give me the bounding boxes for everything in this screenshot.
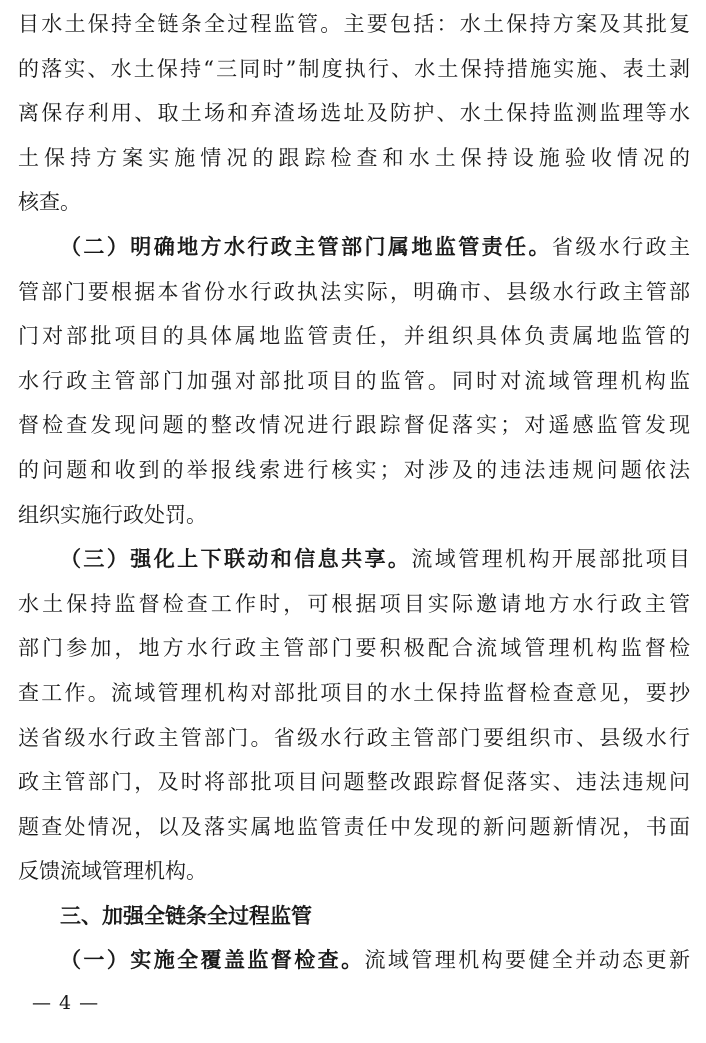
text-line: 管部门要根据本省份水行政执法实际，明确市、县级水行政主管部 xyxy=(18,279,690,304)
text-line: 的落实、水土保持“三同时”制度执行、水土保持措施实施、表土剥 xyxy=(18,56,690,81)
text-run: 流域管理机构要健全并动态更新 xyxy=(364,948,690,973)
text-line: 离保存利用、取土场和弃渣场选址及防护、水土保持监测监理等水 xyxy=(18,101,690,126)
paragraph-3 xyxy=(18,537,690,894)
text-line: 查工作。流域管理机构对部批项目的水土保持监督检查意见，要抄 xyxy=(18,680,690,705)
paragraph-first-line xyxy=(18,537,690,582)
paragraph-lead-heading: （一）实施全覆盖监督检查。 xyxy=(60,948,365,973)
paragraph-lead-heading: （二）明确地方水行政主管部门属地监管责任。 xyxy=(60,234,552,259)
paragraph-1 xyxy=(18,2,690,225)
text-line: 目水土保持全链条全过程监管。主要包括：水土保持方案及其批复 xyxy=(18,12,690,36)
text-line: 核查。 xyxy=(18,190,81,215)
text-line: 题查处情况，以及落实属地监管责任中发现的新问题新情况，书面 xyxy=(18,814,690,839)
text-line: 组织实施行政处罚。 xyxy=(18,502,207,527)
text-line: 水行政主管部门加强对部批项目的监管。同时对流域管理机构监 xyxy=(18,368,690,393)
text-line: 的问题和收到的举报线索进行核实；对涉及的违法违规问题依法 xyxy=(18,457,690,482)
paragraph-first-line xyxy=(18,225,690,270)
text-run: 省级水行政主 xyxy=(551,234,690,259)
text-run: 流域管理机构开展部批项目 xyxy=(411,547,690,572)
page-number: — 4 — xyxy=(32,992,100,1014)
text-line: 门对部批项目的具体属地监管责任，并组织具体负责属地监管的 xyxy=(18,324,690,349)
section-heading: 三、加强全链条全过程监管 xyxy=(60,903,312,928)
paragraph-first-line xyxy=(18,938,690,983)
paragraph-lead-heading: （三）强化上下联动和信息共享。 xyxy=(60,547,412,572)
paragraph-4 xyxy=(18,938,690,983)
text-line: 政主管部门，及时将部批项目问题整改跟踪督促落实、违法违规问 xyxy=(18,770,690,795)
text-line: 部门参加，地方水行政主管部门要积极配合流域管理机构监督检 xyxy=(18,636,690,661)
text-line: 送省级水行政主管部门。省级水行政主管部门要组织市、县级水行 xyxy=(18,725,690,750)
document-page xyxy=(18,2,690,983)
text-line: 水土保持监督检查工作时，可根据项目实际邀请地方水行政主管 xyxy=(18,591,690,616)
paragraph-2 xyxy=(18,225,690,537)
text-line: 反馈流域管理机构。 xyxy=(18,859,207,884)
text-line: 督检查发现问题的整改情况进行跟踪督促落实；对遥感监管发现 xyxy=(18,413,690,438)
text-line: 土保持方案实施情况的跟踪检查和水土保持设施验收情况的 xyxy=(18,145,690,170)
